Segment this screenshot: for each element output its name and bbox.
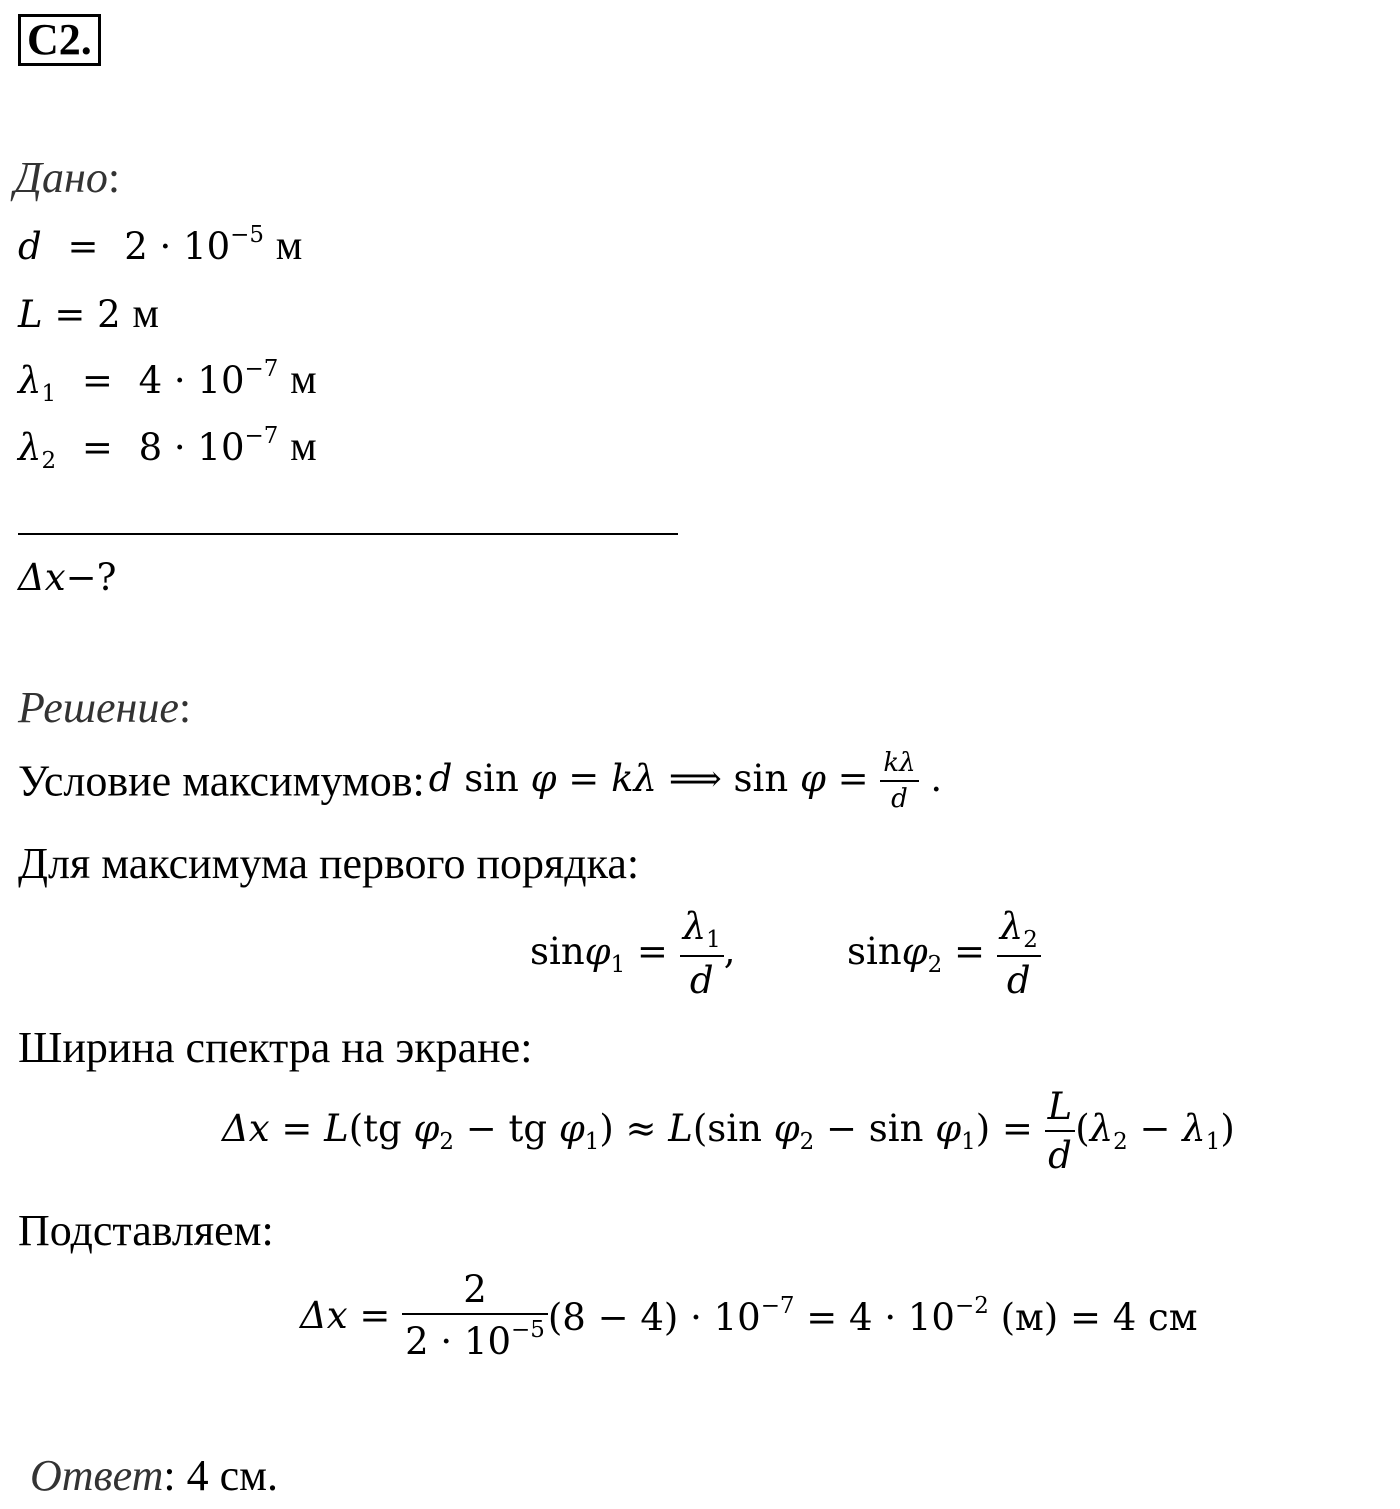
sin-phi-formulas: sinφ$_1$ = $\frac{\lambda_1}{d}$ , sinφ$_2$ = $\frac{\lambda_2}{d}$ — [530, 905, 1041, 1002]
spectrum-width-text: Ширина спектра на экране: — [18, 1023, 533, 1072]
given-lambda1: $\lambda_1 = 4 \cdot 10^{-7}$ м — [18, 356, 317, 408]
given-label: Дано: — [14, 153, 121, 202]
spectrum-width-formula: Δx = L(tg $\varphi_2$ − tg $\varphi_1) \approx L(\sin$ $\varphi_2 - \sin \varphi_1$) = $\frac{L}{d}$ $(\lambda_2 - \lambda_1)$ — [222, 1085, 1235, 1177]
given-divider — [18, 533, 678, 535]
first-order-text: Для максимума первого порядка: — [18, 839, 640, 888]
find-line: Δx−? — [18, 556, 117, 599]
answer-line: Ответ: 4 см. — [30, 1451, 278, 1500]
result-formula: Δx = $\frac{2}{2 \cdot 10^{-5}}$ $(8 - 4) \cdot 10^{-7} = 4 \cdot 10^{-2}$ (м) = 4 см — [300, 1268, 1198, 1364]
given-lambda2: $\lambda_2 = 8 \cdot 10^{-7}$ м — [18, 423, 317, 475]
problem-number-box: С2. — [18, 14, 101, 66]
given-d: $d = 2 \cdot 10^{-5}$ м — [18, 222, 303, 270]
given-L: L = 2 м — [18, 291, 159, 337]
substitute-text: Подставляем: — [18, 1206, 274, 1255]
problem-number — [18, 14, 101, 66]
maxima-condition-formula: d sin φ = kλ ⟹ sin φ = $\frac{k\lambda}{d}$ . — [428, 748, 943, 814]
maxima-condition-line: Условие максимумов: d sin φ = kλ ⟹ sin φ = $\frac{k\lambda}{d}$ . — [18, 748, 943, 814]
solution-label: Решение: — [18, 683, 192, 732]
